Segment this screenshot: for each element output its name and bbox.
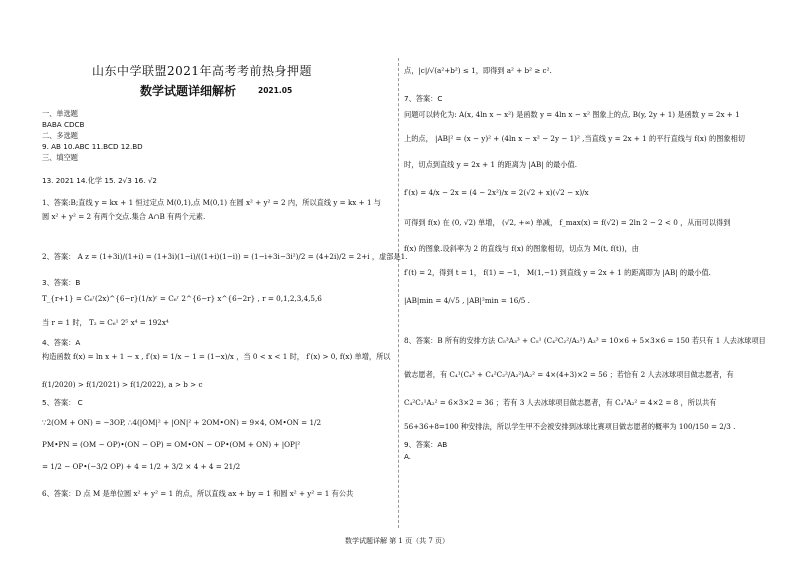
q3-answer: 3、答案：B — [42, 278, 81, 287]
answers-multiple-choice: 9. AB 10.ABC 11.BCD 12.BD — [42, 142, 143, 151]
q7-distance: f′(t) = 2，得到 t = 1， f(1) = −1， M(1,−1) 到直线 y = 2x + 1 的距离即为 |AB| 的最小值. — [404, 268, 711, 277]
q5-step-1: ∵2(OM + ON) = −3OP, ∴4(|OM|² + |ON|² + 2OM•ON) = 9×4, OM•ON = 1/2 — [42, 418, 322, 427]
q5-step-2: PM•PN = (OM − OP)•(ON − OP) = OM•ON − OP•(OM + ON) + |OP|² — [42, 440, 301, 449]
q3-general-term: T_{r+1} = C₆ʳ(2x)^{6−r}(1/x)ʳ = C₆ʳ 2^{6−r} x^{6−2r} , r = 0,1,2,3,4,5,6 — [42, 294, 322, 303]
q4-answer: 4、答案：A — [42, 338, 81, 347]
document-date: 2021.05 — [258, 86, 293, 95]
answers-single-choice: BABA CDCB — [42, 120, 85, 129]
q5-step-3: = 1/2 − OP•(−3/2 OP) + 4 = 1/2 + 3/2 × 4 + 4 = 21/2 — [42, 462, 241, 471]
exam-title: 山东中学联盟2021年高考考前热身押题 — [92, 64, 313, 78]
q7-derivative: f′(x) = 4/x − 2x = (4 − 2x²)/x = 2(√2 + x)(√2 − x)/x — [404, 188, 589, 197]
q7-line-2: 上的点， |AB|² = (x − y)² + (4ln x − x² − 2y − 1)² ,当直线 y = 2x + 1 的平行直线与 f(x) 的图象相切 — [404, 134, 745, 143]
q7-line-1: 问题可以转化为: A(x, 4ln x − x²) 是函数 y = 4ln x − x² 图象上的点, B(y, 2y + 1) 是函数 y = 2x + 1 — [404, 110, 740, 119]
q1-line-2: 圆 x² + y² = 2 有两个交点.集合 A∩B 有两个元素. — [42, 212, 206, 221]
q7-tangent: f(x) 的图象.设斜率为 2 的直线与 f(x) 的图象相切，切点为 M(t, f(t))，由 — [404, 244, 639, 253]
answers-fill-in: 13. 2021 14.化学 15. 2√3 16. √2 — [42, 176, 157, 185]
q8-line-3: C₄²C₂¹A₂² = 6×3×2 = 36 ；若有 3 人去冰球项目做志愿者，有 C₄³A₂² = 4×2 = 8 ，所以共有 — [404, 398, 717, 407]
q7-minimum: |AB|min = 4/√5 , |AB|²min = 16/5 . — [404, 296, 530, 305]
q1-line-1: 1、答案:B;直线 y = kx + 1 恒过定点 M(0,1),点 M(0,1) 在圆 x² + y² = 2 内，所以直线 y = kx + 1 与 — [42, 198, 381, 207]
q2-solution: 2、答案： A z = (1+3i)/(1+i) = (1+3i)(1−i)/((1+i)(1−i)) = (1−i+3i−3i²)/2 = (4+2i)/2 = 2+i ，虚部是1. — [42, 252, 408, 261]
column-divider — [398, 58, 399, 528]
q5-answer: 5、答案： C — [42, 398, 83, 407]
q8-line-4: 56+36+8=100 种安排法，所以学生甲不会被安排到冰球比赛项目做志愿者的概率为 100/150 = 2/3 . — [404, 422, 736, 431]
q9-option-a: A. — [404, 452, 412, 461]
q7-answer: 7、答案：C — [404, 94, 443, 103]
page-footer: 数学试题详解 第 1 页（共 7 页） — [344, 537, 450, 545]
q4-construct: 构造函数 f(x) = ln x + 1 − x , f′(x) = 1/x − 1 = (1−x)/x ，当 0 < x < 1 时， f′(x) > 0, f(x) 单增，所以 — [42, 352, 391, 361]
q4-conclusion: f(1/2020) > f(1/2021) > f(1/2022), a > b > c — [42, 380, 203, 389]
q9-answer: 9、答案：AB — [404, 440, 448, 449]
section-fill-in: 三、填空题 — [42, 153, 78, 162]
section-single-choice: 一、单选题 — [42, 109, 78, 118]
section-multiple-choice: 二、多选题 — [42, 131, 78, 140]
q7-monotonic: 可得到 f(x) 在 (0, √2) 单增， (√2, +∞) 单减， f_max(x) = f(√2) = 2ln 2 − 2 < 0 ，从而可以得到 — [404, 218, 731, 227]
document-subtitle: 数学试题详细解析 — [140, 84, 237, 98]
q3-result: 当 r = 1 时， T₂ = C₆¹ 2⁵ x⁴ = 192x⁴ — [42, 318, 169, 327]
q8-line-2: 做志愿者，有 C₄¹(C₄³ + C₄²C₂²/A₂²)A₂² = 4×(4+3)×2 = 56 ；若恰有 2 人去冰球项目做志愿者，有 — [404, 370, 734, 379]
q7-line-3: 时，切点到直线 y = 2x + 1 的距离为 |AB| 的最小值. — [404, 160, 577, 169]
q6-continued: 点，|c|/√(a²+b²) ≤ 1，即得到 a² + b² ≥ c². — [404, 66, 552, 75]
q8-line-1: 8、答案：B 所有的安排方法 C₅³A₃³ + C₅¹ (C₄²C₂²/A₂²) A₃³ = 10×6 + 5×3×6 = 150 若只有 1 人去冰球项目 — [404, 336, 766, 345]
q6-solution: 6、答案：D 点 M 是单位圆 x² + y² = 1 的点，所以直线 ax + by = 1 和圆 x² + y² = 1 有公共 — [42, 489, 354, 498]
